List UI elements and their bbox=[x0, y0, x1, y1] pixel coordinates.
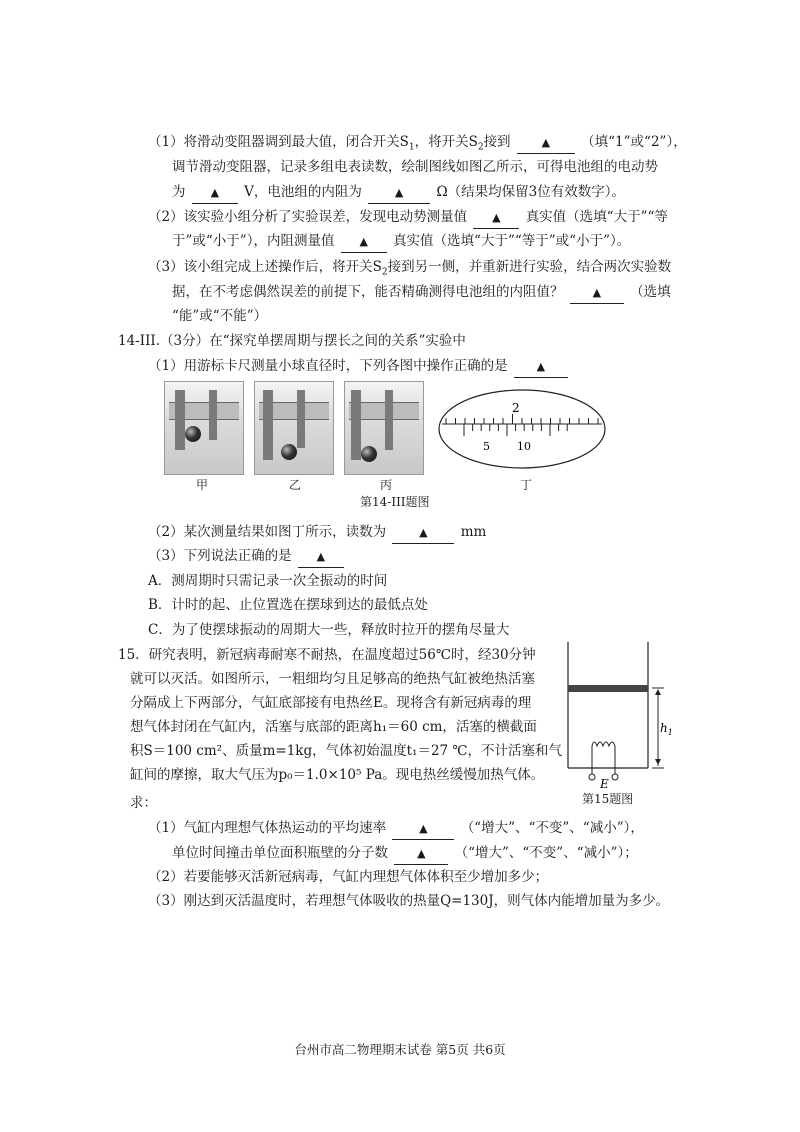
answer-blank[interactable]: ▲ bbox=[514, 356, 568, 378]
gas-cylinder-figure bbox=[560, 640, 673, 791]
q14-part1: （1）用游标卡尺测量小球直径时，下列各图中操作正确的是 ▲ bbox=[148, 356, 570, 378]
q15-text-line3: 分隔成上下两部分，气缸底部接有电热丝E。现将含有新冠病毒的理 bbox=[130, 695, 532, 711]
answer-blank[interactable]: ▲ bbox=[392, 818, 454, 840]
label-E: E bbox=[600, 777, 609, 791]
q15-text-line5: 积S＝100 cm²、质量m=1kg，气体初始温度t₁＝27 ℃，不计活塞和气 bbox=[130, 743, 563, 759]
answer-blank[interactable]: ▲ bbox=[392, 522, 454, 544]
q15-text-line4: 想气体封闭在气缸内，活塞与底部的距离h₁＝60 cm，活塞的横截面 bbox=[130, 719, 537, 735]
q15-part3: （3）刚达到灭活温度时，若理想气体吸收的热量Q=130J，则气体内能增加量为多少。 bbox=[148, 893, 670, 909]
answer-blank[interactable]: ▲ bbox=[298, 546, 344, 568]
label-jia: 甲 bbox=[196, 478, 209, 492]
q13-part1-line1: （1）将滑动变阻器调到最大值，闭合开关$S_1$，将开关$S_2$接到 ▲ （填“1”或“2”）， bbox=[148, 134, 687, 153]
q14-option-c: C．为了使摆球振动的周期大一些，释放时拉开的摆角尽量大 bbox=[148, 622, 510, 638]
page-footer: 台州市高二物理期末试卷 第5页 共6页 bbox=[294, 1042, 506, 1057]
q13-part1-line2: 调节滑动变阻器，记录多组电表读数，绘制图线如图乙所示，可得电池组的电动势 bbox=[172, 159, 658, 175]
q15-text-line2: 就可以灭活。如图所示，一粗细均匀且足够高的绝热气缸被绝热活塞 bbox=[130, 671, 535, 687]
label-ding: 丁 bbox=[520, 478, 533, 492]
q14-option-b: B．计时的起、止位置选在摆球到达的最低点处 bbox=[148, 597, 428, 613]
answer-blank[interactable]: ▲ bbox=[473, 207, 519, 229]
answer-blank[interactable]: ▲ bbox=[368, 182, 430, 204]
scale-label-2: 2 bbox=[512, 401, 520, 415]
label-yi: 乙 bbox=[289, 478, 302, 492]
q13-part1-line3: 为 ▲ V，电池组的内阻为 ▲ Ω（结果均保留3位有效数字）。 bbox=[172, 182, 625, 204]
answer-blank[interactable]: ▲ bbox=[341, 231, 387, 253]
caliper-photo-bing bbox=[344, 381, 424, 475]
heating-wire bbox=[592, 742, 615, 764]
q13-part3-line3: “能”或“不能”） bbox=[172, 308, 268, 324]
label-h1: $h_1$ bbox=[660, 721, 673, 737]
scale-label-10: 10 bbox=[517, 440, 531, 453]
q14-option-a: A．测周期时只需记录一次全振动的时间 bbox=[148, 573, 388, 589]
q15-text-line7: 求： bbox=[130, 795, 157, 811]
q15-part1-line2: 单位时间撞击单位面积瓶壁的分子数 ▲ （“增大”、“不变”、“减小”）； bbox=[172, 843, 638, 865]
label-bing: 丙 bbox=[380, 478, 393, 492]
answer-blank[interactable]: ▲ bbox=[570, 282, 624, 304]
answer-blank[interactable]: ▲ bbox=[394, 843, 448, 865]
answer-blank[interactable]: ▲ bbox=[517, 132, 575, 154]
scale-label-5: 5 bbox=[483, 440, 490, 453]
q14-title: 14-III.（3分）在“探究单摆周期与摆长之间的关系”实验中 bbox=[118, 333, 466, 349]
q13-part3-line1: （3）该小组完成上述操作后，将开关$S_2$接到另一侧，并重新进行实验，结合两次实验数 bbox=[148, 259, 672, 278]
q13-part2-line1: （2）该实验小组分析了实验误差，发现电动势测量值 ▲ 真实值（选填“大于”“等 bbox=[148, 207, 668, 229]
q14-figure-caption: 第14-III题图 bbox=[360, 495, 430, 509]
q14-part3: （3）下列说法正确的是 ▲ bbox=[148, 546, 346, 568]
q15-text-line1: 15．研究表明，新冠病毒耐寒不耐热，在温度超过56℃时，经30分钟 bbox=[118, 647, 536, 663]
caliper-photo-yi bbox=[254, 381, 334, 475]
q15-part2: （2）若要能够灭活新冠病毒，气缸内理想气体体积至少增加多少； bbox=[148, 869, 549, 885]
q14-part2: （2）某次测量结果如图丁所示，读数为 ▲ mm bbox=[148, 522, 486, 544]
vernier-scale-figure bbox=[436, 386, 608, 472]
q15-figure-caption: 第15题图 bbox=[582, 792, 634, 806]
answer-blank[interactable]: ▲ bbox=[192, 182, 238, 204]
piston bbox=[568, 685, 648, 692]
q13-part2-line2: 于”或“小于”），内阻测量值 ▲ 真实值（选填“大于”“等于”或“小于”）。 bbox=[172, 231, 630, 253]
q15-text-line6: 缸间的摩擦，取大气压为p₀＝1.0×10⁵ Pa。现电热丝缓慢加热气体。 bbox=[130, 767, 545, 783]
q15-part1-line1: （1）气缸内理想气体热运动的平均速率 ▲ （“增大”、“不变”、“减小”）， bbox=[148, 818, 644, 840]
q13-part3-line2: 据，在不考虑偶然误差的前提下，能否精确测得电池组的内阻值？ ▲ （选填 bbox=[172, 282, 671, 304]
caliper-photo-jia bbox=[164, 381, 244, 475]
